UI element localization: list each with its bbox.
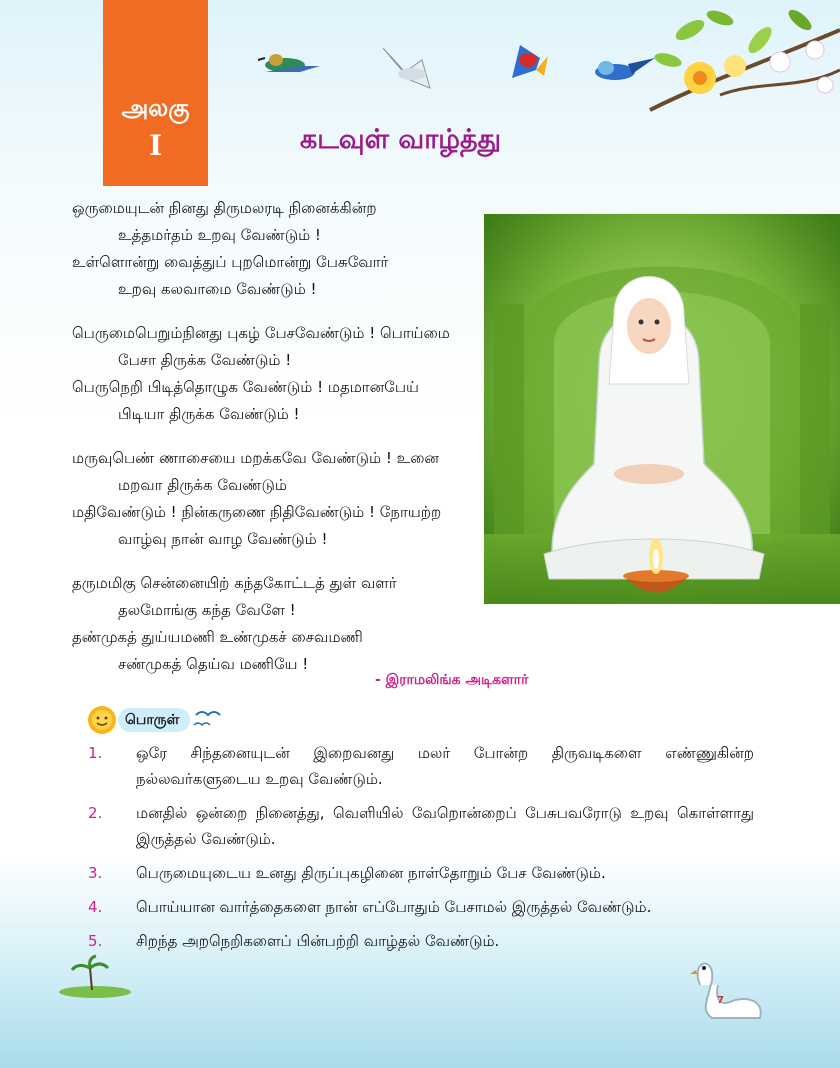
poem-stanza — [72, 195, 492, 303]
flower-branch-icon — [650, 6, 840, 110]
poem-stanza — [72, 570, 492, 678]
poem-stanza — [72, 445, 492, 553]
meaning-item — [84, 740, 754, 792]
bird-bee-eater-icon — [258, 54, 320, 72]
poem-line: சண்முகத் தெய்வ மணியே ! — [118, 655, 309, 673]
meaning-item-text: சிறந்த அறநெறிகளைப் பின்பற்றி வாழ்தல் வேண்டும். — [136, 932, 500, 950]
unit-label: அலகு — [121, 94, 190, 122]
saint-illustration — [484, 214, 840, 604]
poem-line: மருவுபெண் ணாசையை மறக்கவே வேண்டும் ! உனை — [72, 449, 439, 467]
poem-line: தண்முகத் துய்யமணி உண்முகச் சைவமணி — [72, 628, 363, 646]
meaning-item-text: ஒரே சிந்தனையுடன் இறைவனது மலர் போன்ற திருவடிகளை எண்ணுகின்ற நல்லவர்களுடைய உறவு வேண்டும். — [136, 744, 754, 788]
poem-line: உள்ளொன்று வைத்துப் புறமொன்று பேசுவோர் — [72, 253, 389, 271]
bird-dove-icon — [383, 48, 430, 88]
meaning-item-number: 1. — [88, 744, 103, 762]
poem-line: தலமோங்கு கந்த வேளே ! — [118, 601, 296, 619]
poem-stanza — [72, 320, 492, 428]
unit-badge — [103, 0, 208, 186]
unit-number: I — [148, 129, 163, 162]
bird-parrot-icon — [512, 45, 548, 78]
meaning-item-text: பொய்யான வார்த்தைகளை நான் எப்போதும் பேசாமல் இருத்தல் வேண்டும். — [136, 898, 652, 916]
poem — [72, 195, 492, 695]
meaning-item-text: மனதில் ஒன்றை நினைத்து, வெளியில் வேறொன்றைப் பேசுபவரோடு உறவு கொள்ளாது இருத்தல் வேண்டும். — [136, 804, 754, 848]
meaning-item — [84, 800, 754, 852]
poem-line: மதிவேண்டும் ! நின்கருணை நிதிவேண்டும் ! நோயற்ற — [72, 503, 442, 521]
meaning-item-number: 2. — [88, 804, 103, 822]
meaning-item-number: 3. — [88, 864, 103, 882]
poem-line: பேசா திருக்க வேண்டும் ! — [118, 351, 292, 369]
poem-line: ஒருமையுடன் நினது திருமலரடி நினைக்கின்ற — [72, 199, 377, 217]
birds-icon — [194, 712, 220, 725]
author-name: - இராமலிங்க அடிகளார் — [375, 672, 529, 688]
swan-icon — [690, 964, 761, 1018]
poem-line: தருமமிகு சென்னையிற் கந்தகோட்டத் துள் வளர் — [72, 574, 397, 592]
page-title: கடவுள் வாழ்த்து — [300, 124, 502, 155]
poem-line: வாழ்வு நான் வாழ வேண்டும் ! — [118, 530, 328, 548]
poem-line: உறவு கலவாமை வேண்டும் ! — [118, 280, 317, 298]
meaning-heading: பொருள் — [125, 712, 180, 728]
meaning-item-text: பெருமையுடைய உனது திருப்புகழினை நாள்தோறும் பேச வேண்டும். — [136, 864, 606, 882]
meaning-list — [84, 740, 754, 962]
poem-line: பெருமைபெறும்நினது புகழ் பேசவேண்டும் ! பொய்மை — [72, 324, 450, 342]
page-number: 7 — [717, 995, 724, 1006]
footer-decoration — [0, 940, 840, 1068]
poem-line: பெருநெறி பிடித்தொழுக வேண்டும் ! மதமானபேய் — [72, 378, 419, 396]
meaning-item-number: 4. — [88, 898, 103, 916]
poem-line: பிடியா திருக்க வேண்டும் ! — [118, 405, 300, 423]
meaning-item-number: 5. — [88, 932, 103, 950]
poem-line: மறவா திருக்க வேண்டும் — [118, 476, 287, 494]
island-icon — [59, 956, 131, 998]
meaning-item — [84, 860, 754, 886]
sun-icon — [88, 706, 116, 734]
poem-line: உத்தமர்தம் உறவு வேண்டும் ! — [118, 226, 321, 244]
meaning-item — [84, 894, 754, 920]
bird-kingfisher-icon — [595, 58, 655, 80]
